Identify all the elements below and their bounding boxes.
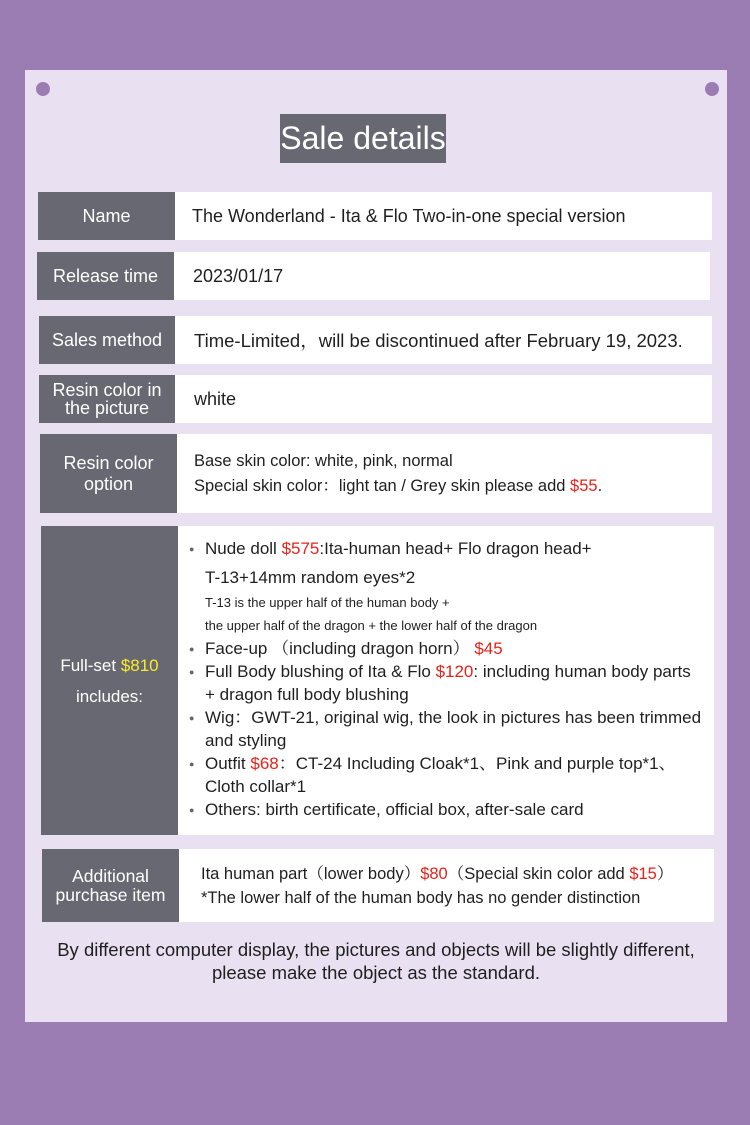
sale-details-panel bbox=[25, 70, 727, 1022]
resin-color-option-value bbox=[177, 434, 712, 513]
price-special-skin: $55 bbox=[570, 476, 598, 495]
price-special-skin-add: $15 bbox=[629, 864, 657, 883]
list-item-wig: ● Wig：GWT-21, original wig, the look in pictures has been trimmed and styling bbox=[183, 706, 704, 752]
price-outfit: $68 bbox=[250, 754, 279, 773]
sales-method-value: Time-Limited，will be discontinued after February 19, 2023. bbox=[175, 316, 712, 364]
fullset-label: Full-set $810 includes: bbox=[41, 526, 178, 835]
additional-line1: Ita human part（lower body）$80（Special skin color add $15） bbox=[201, 864, 674, 883]
corner-dot-right bbox=[705, 82, 719, 96]
list-item-nude-note1: T-13 is the upper half of the human body + bbox=[205, 595, 450, 610]
resin-option-base: Base skin color: white, pink, normal bbox=[194, 451, 453, 470]
additional-line2: *The lower half of the human body has no gender distinction bbox=[201, 888, 641, 907]
corner-dot-left bbox=[36, 82, 50, 96]
fullset-item-list bbox=[183, 537, 704, 821]
release-time-label: Release time bbox=[37, 252, 174, 300]
list-item-nude-eyes: T-13+14mm random eyes*2 bbox=[205, 568, 416, 587]
list-item-nude-doll: ● Nude doll $575:Ita-human head+ Flo dragon head+ bbox=[183, 537, 704, 560]
list-item-faceup: ● Face-up （including dragon horn） $45 bbox=[183, 637, 704, 660]
resin-color-picture-label bbox=[39, 375, 175, 423]
price-lower-body: $80 bbox=[420, 864, 448, 883]
additional-purchase-label-text: Additional purchase item bbox=[55, 865, 166, 905]
list-item-outfit: ● Outfit $68：CT-24 Including Cloak*1、Pink and purple top*1、Cloth collar*1 bbox=[183, 752, 704, 798]
disclaimer-text: By different computer display, the pictures and objects will be slightly different, please make the object as the standard. bbox=[57, 939, 695, 983]
name-label: Name bbox=[38, 192, 175, 240]
price-fullset: $810 bbox=[120, 655, 159, 675]
price-faceup: $45 bbox=[474, 639, 503, 658]
list-item-nude-note2: the upper half of the dragon + the lower half of the dragon bbox=[205, 618, 538, 633]
price-blushing: $120 bbox=[435, 662, 474, 681]
sales-method-label: Sales method bbox=[39, 316, 175, 364]
resin-color-option-label bbox=[40, 434, 177, 513]
list-item-others: ● Others: birth certificate, official box, after-sale card bbox=[183, 798, 704, 821]
price-nude-doll: $575 bbox=[281, 539, 320, 558]
page-title: Sale details bbox=[280, 114, 446, 163]
list-item-blushing: ● Full Body blushing of Ita & Flo $120: including human body parts + dragon full body blushing bbox=[183, 660, 704, 706]
resin-color-picture-label-text: Resin color in the picture bbox=[52, 380, 162, 418]
resin-color-picture-value: white bbox=[175, 375, 712, 423]
release-time-value: 2023/01/17 bbox=[174, 252, 710, 300]
additional-purchase-label bbox=[42, 849, 179, 922]
fullset-contents bbox=[178, 526, 714, 835]
additional-purchase-value bbox=[179, 849, 714, 922]
name-value: The Wonderland - Ita & Flo Two-in-one special version bbox=[175, 192, 712, 240]
resin-option-special: Special skin color：light tan / Grey skin please add $55. bbox=[194, 476, 603, 495]
resin-color-option-label-text: Resin color option bbox=[63, 452, 154, 494]
